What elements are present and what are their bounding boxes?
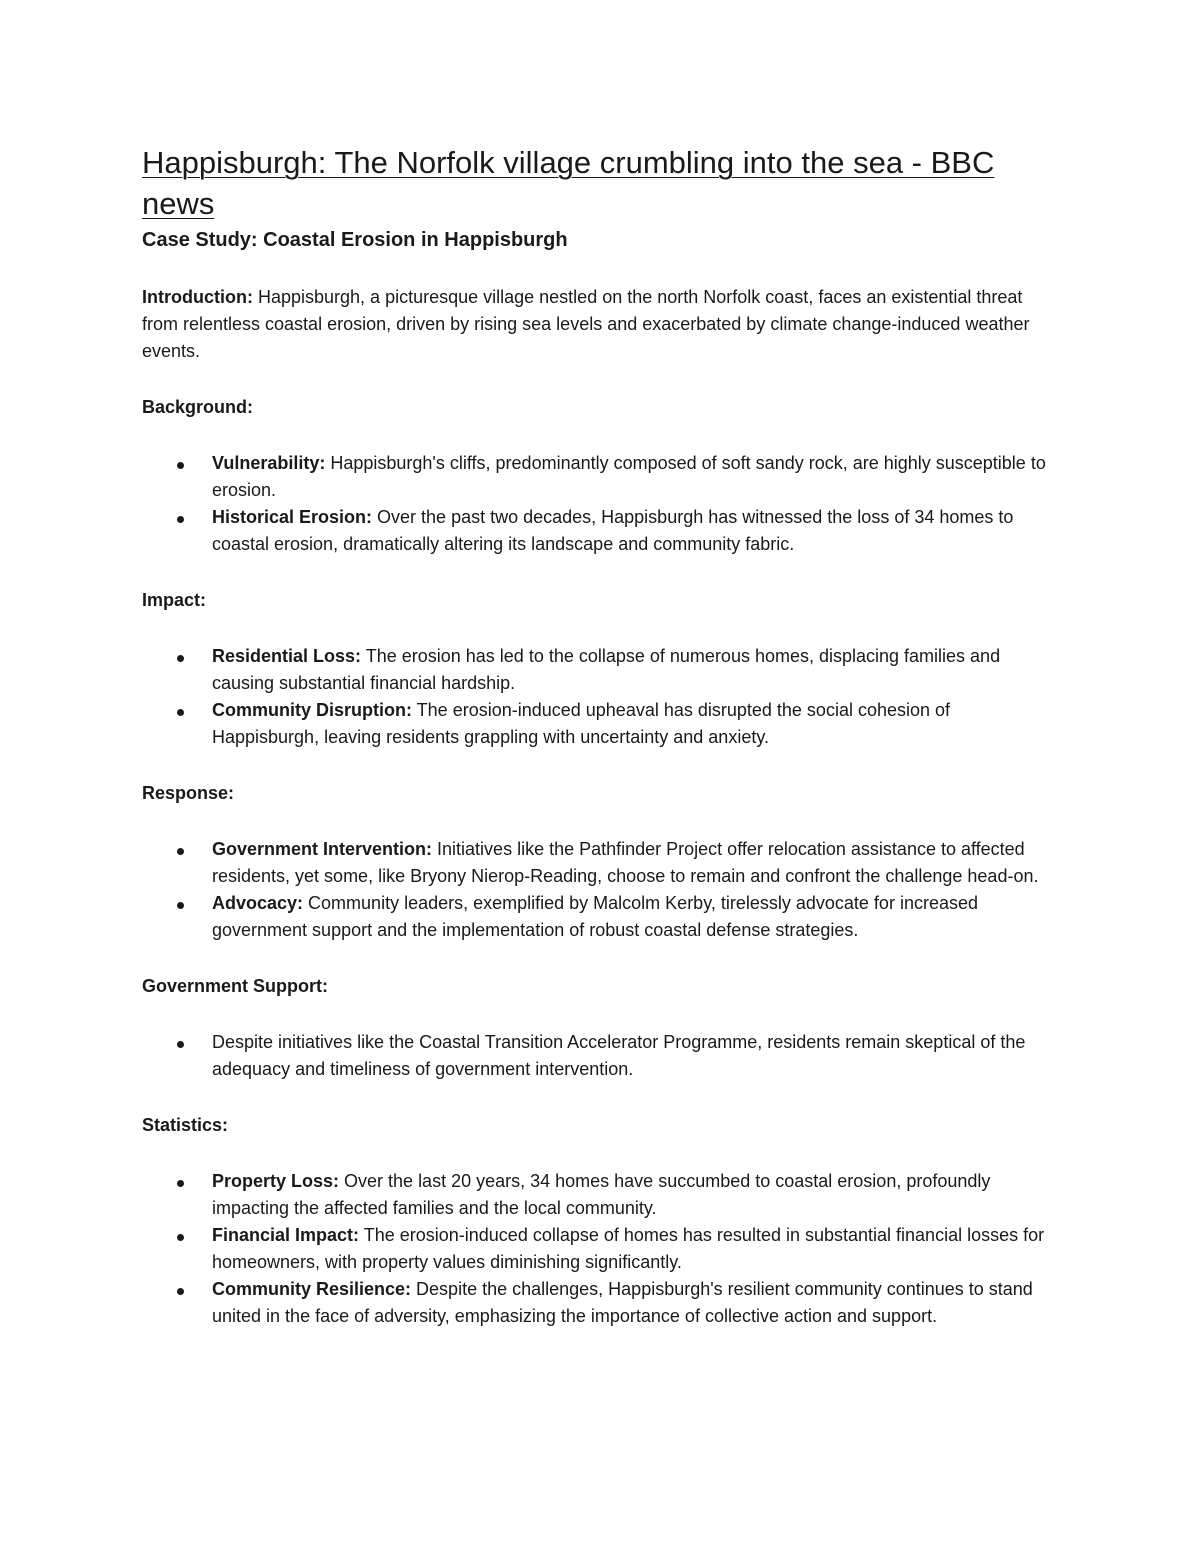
section-background [142, 394, 1050, 558]
bullet-icon [177, 1288, 184, 1295]
bullet-icon [177, 709, 184, 716]
list-item [142, 836, 1050, 890]
section-response [142, 780, 1050, 944]
introduction-text: Happisburgh, a picturesque village nestled on the north Norfolk coast, faces an existential threat from relentless coastal erosion, driven by rising sea levels and exacerbated by climate change-induced weather events. [142, 287, 1030, 361]
bullet-list [142, 1168, 1050, 1330]
bullet-list [142, 450, 1050, 558]
introduction-label: Introduction: [142, 287, 253, 307]
bullet-list [142, 836, 1050, 944]
item-text: Community leaders, exemplified by Malcolm Kerby, tirelessly advocate for increased government support and the implementation of robust coastal defense strategies. [212, 893, 978, 940]
introduction-paragraph [142, 284, 1050, 365]
list-item [142, 450, 1050, 504]
item-text: Happisburgh's cliffs, predominantly composed of soft sandy rock, are highly susceptible to erosion. [212, 453, 1046, 500]
list-item [142, 504, 1050, 558]
list-item [142, 1222, 1050, 1276]
item-label: Community Resilience: [212, 1279, 412, 1299]
bullet-icon [177, 1041, 184, 1048]
bullet-icon [177, 902, 184, 909]
section-heading: Background: [142, 397, 254, 417]
title-link[interactable]: Happisburgh: The Norfolk village crumbling into the sea - BBC news [142, 145, 995, 221]
item-text: The erosion-induced collapse of homes has resulted in substantial financial losses for homeowners, with property values diminishing significantly. [212, 1225, 1045, 1272]
section-impact [142, 587, 1050, 751]
section-government-support [142, 973, 1050, 1083]
section-heading: Government Support: [142, 976, 329, 996]
case-study-heading: Case Study: Coastal Erosion in Happisburgh [142, 229, 568, 251]
item-label: Community Disruption: [212, 700, 412, 720]
item-text: Despite initiatives like the Coastal Transition Accelerator Programme, residents remain skeptical of the adequacy and timeliness of government intervention. [212, 1032, 1026, 1079]
bullet-icon [177, 848, 184, 855]
bullet-icon [177, 1234, 184, 1241]
item-text: The erosion-induced upheaval has disrupted the social cohesion of Happisburgh, leaving residents grappling with uncertainty and anxiety. [212, 700, 951, 747]
section-heading: Response: [142, 783, 235, 803]
list-item [142, 1029, 1050, 1083]
item-label: Residential Loss: [212, 646, 362, 666]
item-label: Vulnerability: [212, 453, 326, 473]
item-text: Despite the challenges, Happisburgh's resilient community continues to stand united in the face of adversity, emphasizing the importance of collective action and support. [212, 1279, 1033, 1326]
item-text: Over the past two decades, Happisburgh has witnessed the loss of 34 homes to coastal erosion, dramatically altering its landscape and community fabric. [212, 507, 1014, 554]
section-heading: Impact: [142, 590, 207, 610]
item-label: Financial Impact: [212, 1225, 360, 1245]
bullet-icon [177, 516, 184, 523]
bullet-icon [177, 1180, 184, 1187]
bullet-icon [177, 462, 184, 469]
list-item [142, 643, 1050, 697]
item-label: Government Intervention: [212, 839, 433, 859]
item-label: Historical Erosion: [212, 507, 373, 527]
item-text: The erosion has led to the collapse of numerous homes, displacing families and causing substantial financial hardship. [212, 646, 1001, 693]
list-item [142, 1168, 1050, 1222]
section-heading: Statistics: [142, 1115, 229, 1135]
section-statistics [142, 1112, 1050, 1330]
list-item [142, 890, 1050, 944]
bullet-list [142, 1029, 1050, 1083]
bullet-list [142, 643, 1050, 751]
list-item [142, 697, 1050, 751]
item-label: Property Loss: [212, 1171, 340, 1191]
bullet-icon [177, 655, 184, 662]
list-item [142, 1276, 1050, 1330]
item-label: Advocacy: [212, 893, 304, 913]
item-text: Initiatives like the Pathfinder Project offer relocation assistance to affected residents, yet some, like Bryony Nierop-Reading, choose to remain and confront the challenge head-on. [212, 839, 1039, 886]
item-text: Over the last 20 years, 34 homes have succumbed to coastal erosion, profoundly impacting the affected families and the local community. [212, 1171, 991, 1218]
